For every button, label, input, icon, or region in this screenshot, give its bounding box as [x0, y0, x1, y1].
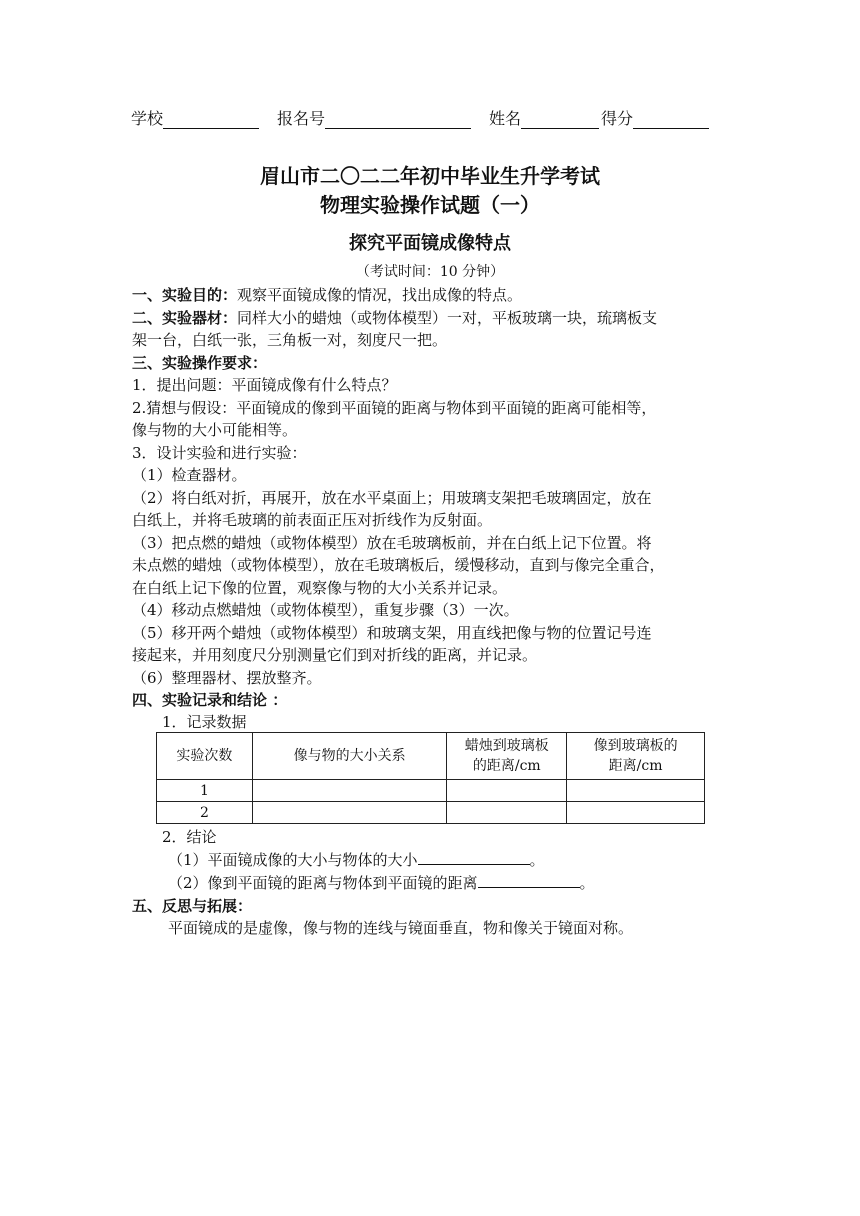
conclusion-2-blank[interactable]: [478, 873, 580, 888]
purpose-heading: 一、实验目的：: [132, 286, 238, 304]
ops-line: （3）把点燃的蜡烛（或物体模型）放在毛玻璃板前，并在白纸上记下位置。将: [132, 534, 652, 552]
conclusion-subheading: 2．结论: [162, 828, 217, 846]
equipment-text-1: 同样大小的蜡烛（或物体模型）一对，平板玻璃一块，琉璃板支: [237, 309, 658, 327]
ops-line: 2.猜想与假设：平面镜成的像到平面镜的距离与物体到平面镜的距离可能相等，: [132, 399, 657, 417]
ops-line: 未点燃的蜡烛（或物体模型），放在毛玻璃板后，缓慢移动，直到与像完全重合，: [132, 556, 665, 574]
ops-line: 3．设计实验和进行实验：: [132, 444, 307, 462]
image-distance-cell[interactable]: [567, 780, 705, 802]
ops-line: 在白纸上记下像的位置，观察像与物的大小关系并记录。: [132, 579, 508, 597]
conclusion-1-text: （1）平面镜成像的大小与物体的大小: [168, 851, 418, 869]
reflection-heading: 五、反思与拓展：: [132, 897, 253, 915]
conclusion-1-blank[interactable]: [418, 850, 530, 865]
header-candle-distance: 蜡烛到玻璃板 的距离/cm: [447, 733, 567, 780]
ops-line: 1．提出问题：平面镜成像有什么特点？: [132, 376, 397, 394]
record-subheading: 1．记录数据: [162, 713, 247, 731]
experiment-topic: 探究平面镜成像特点: [349, 233, 511, 254]
ops-line: 接起来，并用刻度尺分别测量它们到对折线的距离，并记录。: [132, 646, 538, 664]
ops-line: 白纸上，并将毛玻璃的前表面正压对折线作为反射面。: [132, 511, 493, 529]
operations-heading: 三、实验操作要求：: [132, 354, 268, 372]
candle-distance-cell[interactable]: [447, 802, 567, 824]
trial-number-cell: 1: [157, 780, 253, 802]
header-image-distance: 像到玻璃板的 距离/cm: [567, 733, 705, 780]
purpose-line: [132, 284, 522, 306]
size-relation-cell[interactable]: [252, 802, 447, 824]
exam-time: （考试时间：10 分钟）: [355, 264, 505, 280]
school-label: 学校: [131, 109, 164, 128]
exam-title: 眉山市二〇二二年初中毕业生升学考试: [260, 164, 600, 188]
record-heading: 四、实验记录和结论 ：: [132, 691, 288, 709]
exam-subtitle: 物理实验操作试题（一）: [320, 193, 540, 217]
image-distance-cell[interactable]: [567, 802, 705, 824]
record-table: [156, 732, 705, 824]
purpose-text: 观察平面镜成像的情况，找出成像的特点。: [237, 286, 523, 304]
conclusion-2-text: （2）像到平面镜的距离与物体到平面镜的距离: [168, 874, 478, 892]
score-field[interactable]: [633, 110, 709, 129]
candle-distance-cell[interactable]: [447, 780, 567, 802]
conclusion-2-end: 。: [579, 874, 595, 892]
size-relation-cell[interactable]: [252, 780, 447, 802]
ops-line: （5）移开两个蜡烛（或物体模型）和玻璃支架，用直线把像与物的位置记号连: [132, 624, 652, 642]
school-field[interactable]: [163, 110, 259, 129]
trial-number-cell: 2: [157, 802, 253, 824]
name-label: 姓名: [489, 109, 522, 128]
conclusion-1-end: 。: [529, 851, 545, 869]
score-label: 得分: [601, 109, 634, 128]
header-fields: [131, 106, 709, 129]
reflection-text: 平面镜成的是虚像，像与物的连线与镜面垂直，物和像关于镜面对称。: [168, 919, 634, 937]
conclusion-2: [168, 872, 595, 894]
ops-line: （6）整理器材、摆放整齐。: [132, 669, 322, 687]
table-header-row: [157, 733, 705, 780]
table-row: [157, 802, 705, 824]
table-row: [157, 780, 705, 802]
ops-line: （2）将白纸对折，再展开，放在水平桌面上；用玻璃支架把毛玻璃固定，放在: [132, 489, 652, 507]
equipment-line-1: [132, 307, 657, 329]
ops-line: 像与物的大小可能相等。: [132, 421, 298, 439]
header-trial-number: 实验次数: [157, 733, 253, 780]
ops-line: （1）检查器材。: [132, 466, 247, 484]
equipment-line-2: 架一台，白纸一张，三角板一对，刻度尺一把。: [132, 331, 448, 349]
conclusion-1: [168, 849, 545, 871]
equipment-heading: 二、实验器材：: [132, 309, 238, 327]
regno-label: 报名号: [277, 109, 326, 128]
name-field[interactable]: [521, 110, 599, 129]
regno-field[interactable]: [325, 110, 471, 129]
header-size-relation: 像与物的大小关系: [252, 733, 447, 780]
ops-line: （4）移动点燃蜡烛（或物体模型），重复步骤（3）一次。: [132, 601, 519, 619]
